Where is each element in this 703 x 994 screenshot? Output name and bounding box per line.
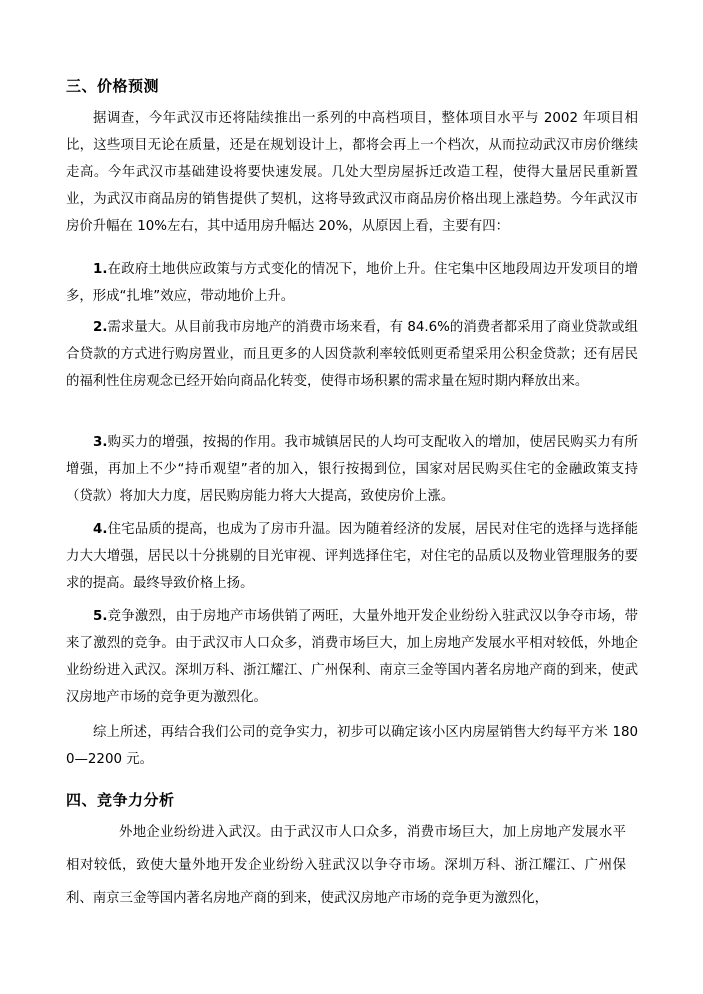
- list-item-2-text: 需求量大。从目前我市房地产的消费市场来看，有 84.6%的消费者都采用了商业贷款或组合贷款的方式进行购房置业，而且更多的人因贷款利率较低则更希望采用公积金贷款；还有居民的福利性住房观念已经开始向商品化转变，使得市场积累的需求量在短时期内释放出来。: [66, 320, 638, 389]
- list-item-2-number: 2.: [93, 320, 108, 335]
- section-4-heading: 四、竞争力分析: [66, 791, 175, 809]
- section-3-heading: 三、价格预测: [66, 77, 160, 95]
- section-3-conclusion: 综上所述，再结合我们公司的竞争实力，初步可以确定该小区内房屋销售大约每平方米 1800—2200 元。: [66, 725, 638, 767]
- list-item-3-number: 3.: [93, 435, 108, 450]
- list-item-1: [66, 256, 638, 310]
- section-3-intro-paragraph: 据调查，今年武汉市还将陆续推出一系列的中高档项目，整体项目水平与 2002 年项目相比，这些项目无论在质量，还是在规划设计上，都将会再上一个档次，从而拉动武汉市房价继续走高。今年武汉市基础建设将要快速发展。几处大型房屋拆迁改造工程，使得大量居民重新置业，为武汉市商品房的销售提供了契机，这将导致武汉市商品房价格出现上涨趋势。今年武汉市房价升幅在 10%左右，其中适用房升幅达 20%，从原因上看，主要有四：: [66, 111, 638, 234]
- list-item-2: [66, 314, 638, 395]
- list-item-1-number: 1.: [93, 262, 108, 277]
- list-item-3: [66, 429, 638, 510]
- list-item-4-number: 4.: [93, 522, 108, 537]
- list-item-5-text: 竞争激烈，由于房地产市场供销了两旺，大量外地开发企业纷纷入驻武汉以争夺市场，带来了激烈的竞争。由于武汉市人口众多，消费市场巨大，加上房地产发展水平相对较低，外地企业纷纷进入武汉。深圳万科、浙江耀江、广州保利、南京三金等国内著名房地产商的到来，使武汉房地产市场的竞争更为激烈化。: [66, 609, 638, 705]
- list-item-4: [66, 516, 638, 597]
- list-item-1-text: 在政府土地供应政策与方式变化的情况下，地价上升。住宅集中区地段周边开发项目的增多，形成“扎堆”效应，带动地价上升。: [66, 262, 638, 304]
- list-item-5-number: 5.: [93, 609, 108, 624]
- list-item-5: [66, 603, 638, 711]
- list-item-3-text: 购买力的增强，按揭的作用。我市城镇居民的人均可支配收入的增加，使居民购买力有所增强，再加上不少“持币观望”者的加入，银行按揭到位，国家对居民购买住宅的金融政策支持（贷款）将加大力度，居民购房能力将大大提高，致使房价上涨。: [66, 435, 638, 504]
- section-4-paragraph: 外地企业纷纷进入武汉。由于武汉市人口众多，消费市场巨大，加上房地产发展水平相对较低，致使大量外地开发企业纷纷入驻武汉以争夺市场。深圳万科、浙江耀江、广州保利、南京三金等国内著名房地产商的到来，使武汉房地产市场的竞争更为激烈化，: [66, 825, 626, 906]
- list-item-4-text: 住宅品质的提高，也成为了房市升温。因为随着经济的发展，居民对住宅的选择与选择能力大大增强，居民以十分挑剔的目光审视、评判选择住宅，对住宅的品质以及物业管理服务的要求的提高。最终导致价格上扬。: [66, 522, 638, 591]
